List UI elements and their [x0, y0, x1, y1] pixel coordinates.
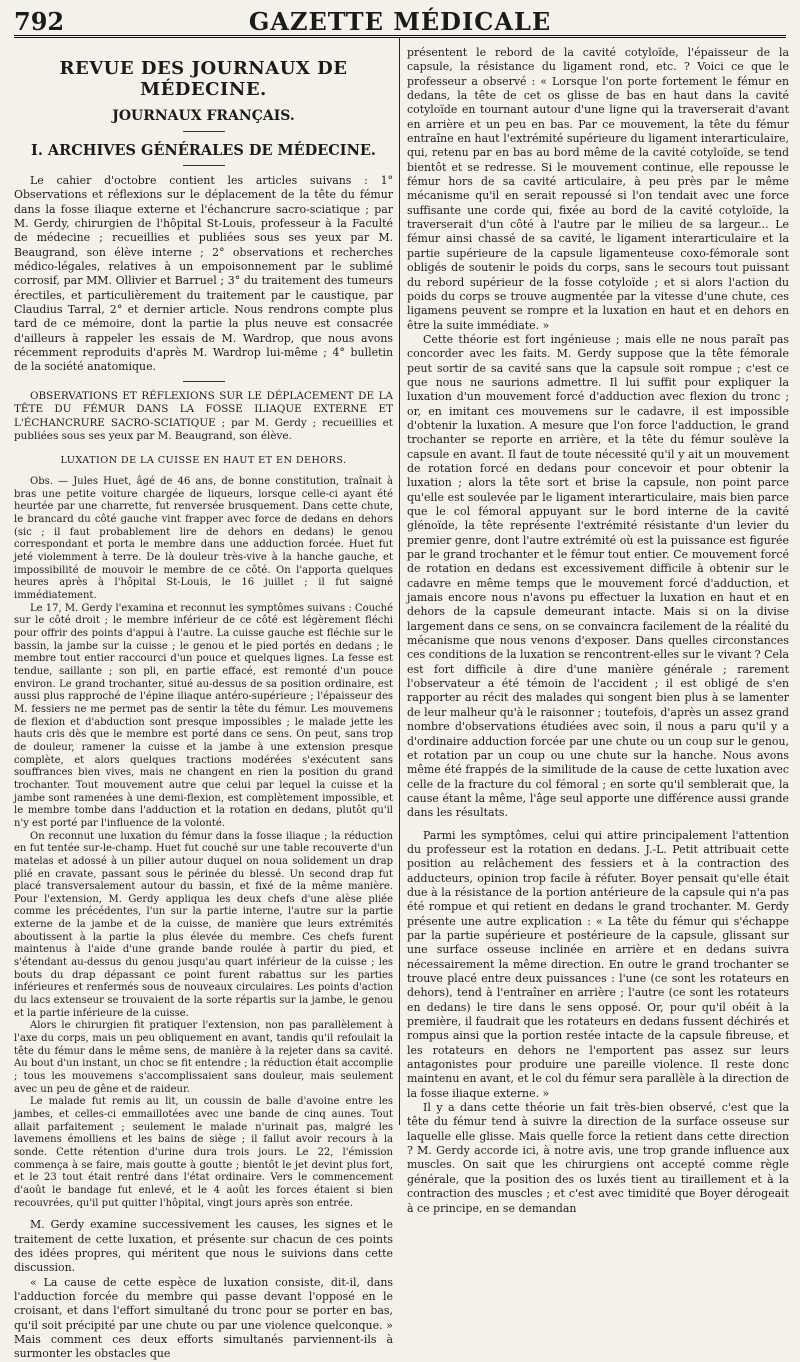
left-column: [14, 46, 393, 1361]
section-title: REVUE DES JOURNAUX DE MÉDECINE.: [59, 58, 348, 100]
page-header: [14, 4, 786, 38]
article-title: OBSERVATIONS ET RÉFLEXIONS SUR LE DÉPLACEMENT DE LA TÊTE DU FÉMUR DANS LA FOSSE ILIAQUE EXTERNE ET L'ÉCHANCRURE SACRO-SCIATIQUE ; par M. Gerdy ; recueillies et publiées sous ses yeux par M. Beaugrand, son élève.: [14, 389, 393, 443]
column-divider: [399, 38, 400, 1125]
page-number: 792: [14, 7, 65, 36]
observation-paragraph: Le malade fut remis au lit, un coussin de balle d'avoine entre les jambes, et celles-ci emmaillotées avec une bande de cinq aunes. Tout allait parfaitement ; seulement le malade n'urinait pas, malgré les lavemens émolliens et les bains de siège ; il fallut avoir recours à la sonde. Cette rétention d'urine dura trois jours. Le 22, l'émission commença à se faire, mais goutte à goutte ; bientôt le jet devint plus fort, et le 23 tout était rentré dans l'état ordinaire. Vers le commencement d'août le bandage fut enlevé, et le 4 août les forces étaient si bien recouvrées, qu'il put quitter l'hôpital, vingt jours après son entrée.: [14, 1096, 393, 1209]
masthead: GAZETTE MÉDICALE: [248, 7, 552, 36]
case-heading: LUXATION DE LA CUISSE EN HAUT ET EN DEHORS.: [60, 454, 347, 466]
body-paragraph: Il y a dans cette théorie un fait très-bien observé, c'est que la tête du fémur tend à suivre la direction de la surface osseuse sur laquelle elle glisse. Mais quelle force la retient dans cette direction ? M. Gerdy accorde ici, à notre avis, une trop grande influence aux muscles. On sait que les chirurgiens ont accepté comme règle générale, que la position des os luxés tient au tiraillement et à la contraction des muscles ; et c'est avec timidité que Boyer dérogeait à ce principe, en se demandan: [407, 1101, 789, 1215]
subsection-rule: [183, 165, 225, 166]
observation-paragraph: Le 17, M. Gerdy l'examina et reconnut les symptômes suivans : Couché sur le côté droit ; le membre inférieur de ce côté est légèrement fléchi pour offrir des points d'appui à l'autre. La cuisse gauche est fléchie sur le bassin, la jambe sur la cuisse ; le genou et le pied portés en dedans ; le membre tout entier raccourci d'un pouce et quelques lignes. La fesse est tendue, saillante ; son pli, en partie effacé, est remonté d'un pouce environ. Le grand trochanter, situé au-dessus de sa position ordinaire, est aussi plus rapproché de l'épine iliaque antéro-supérieure ; l'épaisseur des M. fessiers ne me permet pas de sentir la tête du fémur. Les mouvemens de flexion et d'abduction sont presque impossibles ; le malade jette les hauts cris dès que le membre est porté dans ce sens. On peut, sans trop de douleur, ramener la cuisse et la jambe à une extension presque complète, et alors quelques tractions modérées s'exécutent sans souffrances bien vives, mais ne changent en rien la position du grand trochanter. Tout mouvement autre que celui par lequel la cuisse et la jambe sont ramenées à une demi-flexion, est complètement impossible, et le membre tombe dans l'adduction et la rotation en dedans, plutôt qu'il n'y est porté par l'influence de la volonté.: [14, 602, 393, 829]
subsection-title: I. ARCHIVES GÉNÉRALES DE MÉDECINE.: [31, 142, 376, 159]
observation-paragraph: Obs. — Jules Huet, âgé de 46 ans, de bonne constitution, traînait à bras une petite voiture chargée de liqueurs, lorsque celle-ci ayant été heurtée par une charrette, fut renversée brusquement. Dans cette chute, le brancard du côté gauche vint frapper avec force de dedans en dehors (sic ; il faut probablement lire de dehors en dedans) le genou correspondant et porta le membre dans une adduction forcée. Huet fut jeté violemment à terre. De là douleur très-vive à la hanche gauche, et impossibilité de mouvoir le membre de ce côté. On l'apporta quelques heures après à l'hôpital St-Louis, le 16 juillet ; il fut saigné immédiatement.: [14, 476, 393, 602]
observation-paragraph: On reconnut une luxation du fémur dans la fosse iliaque ; la réduction en fut tentée sur-le-champ. Huet fut couché sur une table recouverte d'un matelas et adossé à un pilier autour duquel on noua solidement un drap plié en cravate, passant sous le périnée du blessé. Un second drap fut placé transversalement autour du bassin, et fixé de la même manière. Pour l'extension, M. Gerdy appliqua les deux chefs d'une alèse pliée comme les précédentes, l'un sur la partie interne, l'autre sur la partie externe de la jambe et de la cuisse, de manière que leurs extrémités aboutissent à la partie la plus élevée du membre. Ces chefs furent maintenus à l'aide d'une grande bande roulée à partir du pied, et s'étendant au-dessus du genou jusqu'au quart inférieur de la cuisse ; les bouts du drap dépassant ce point furent rabattus sur les parties inférieures et renfermés sous de nouveaux circulaires. Les points d'action du lacs extenseur se trouvaient de la sorte répartis sur la jambe, le genou et la partie inférieure de la cuisse.: [14, 830, 393, 1019]
commentary-paragraph: M. Gerdy examine successivement les causes, les signes et le traitement de cette luxation, et présente sur chacun de ces points des idées propres, qui méritent que nous le suivions dans cette discussion.: [14, 1218, 393, 1275]
title-rule: [183, 131, 225, 132]
section-subtitle: JOURNAUX FRANÇAIS.: [112, 108, 295, 124]
body-paragraph: présentent le rebord de la cavité cotyloïde, l'épaisseur de la capsule, la résistance du ligament rond, etc. ? Voici ce que le professeur a observé : « Lorsque l'on porte fortement le fémur en dedans, la tête de cet os glisse de bas en haut dans la cavité cotyloïde en tournant autour d'une ligne qui la traverserait d'avant en arrière et un peu en bas. Par ce mouvement, la tête du fémur entraîne en haut l'extrémité supérieure du ligament interarticulaire, qui, retenu par en bas au bord même de la cavité cotyloïde, se tend bientôt et se redresse. Si le mouvement continue, elle repousse le fémur hors de sa cavité articulaire, à peu près par le même mécanisme qu'il en serait repoussé si l'on tendait avec une force suffisante une corde qui, fixée au bord de la cavité cotyloïde, la traverserait d'un côté à l'autre par le milieu de sa largeur... Le fémur ainsi chassé de sa cavité, le ligament interarticulaire et la partie supérieure de la capsule ligamenteuse coxo-fémorale sont obligés de soutenir le poids du corps, sans le secours tout puissant du rebord supérieur de la fosse cotyloïde ; et si alors l'action du poids du corps se trouve augmentée par la vitesse d'une chute, ces ligamens peuvent se rompre et la luxation en haut et en dehors en être la suite immédiate. »: [407, 46, 789, 332]
commentary-paragraph: « La cause de cette espèce de luxation consiste, dit-il, dans l'adduction forcée du membre qui passe devant l'opposé en le croisant, et dans l'effort simultané du tronc pour se porter en bas, qu'il soit précipité par une chute ou par une violence quelconque. » Mais comment ces deux efforts simultanés parviennent-ils à surmonter les obstacles que: [14, 1275, 393, 1361]
right-column: [407, 46, 789, 1215]
observation-paragraph: Alors le chirurgien fit pratiquer l'extension, non pas parallèlement à l'axe du corps, mais un peu obliquement en avant, tandis qu'il refoulait la tête du fémur dans le même sens, de manière à la rejeter dans sa cavité. Au bout d'un instant, un choc se fit entendre ; la réduction était accomplie ; tous les mouvemens s'accomplissaient sans douleur, mais seulement avec un peu de gêne et de raideur.: [14, 1020, 393, 1095]
intro-paragraph: Le cahier d'octobre contient les articles suivans : 1° Observations et réflexions sur le déplacement de la tête du fémur dans la fosse iliaque externe et l'échancrure sacro-sciatique ; par M. Gerdy, chirurgien de l'hôpital St-Louis, professeur à la Faculté de médecine ; recueillies et publiées sous ses yeux par M. Beaugrand, son élève interne ; 2° observations et recherches médico-légales, relatives à un empoisonnement par le sublimé corrosif, par MM. Ollivier et Barruel ; 3° du traitement des tumeurs érectiles, et particulièrement du traitement par le caustique, par Claudius Tarral, 2° et dernier article. Nous rendrons compte plus tard de ce mémoire, dont la partie la plus neuve est consacrée d'ailleurs à rappeler les essais de M. Wardrop, que nous avons récemment reproduits d'après M. Wardrop lui-même ; 4° bulletin de la société anatomique.: [14, 174, 393, 374]
body-paragraph: Cette théorie est fort ingénieuse ; mais elle ne nous paraît pas concorder avec les faits. M. Gerdy suppose que la tête fémorale peut sortir de sa cavité sans que la capsule soit rompue ; c'est ce que nous ne saurions admettre. Il lui suffit pour expliquer la luxation d'un mouvement forcé d'adduction avec flexion du tronc ; or, en imitant ces mouvemens sur le cadavre, il est impossible d'obtenir la luxation. A mesure que l'on force l'adduction, le grand trochanter se reporte en arrière, et la tête du fémur soulève la capsule en avant. Il faut de toute nécessité qu'il y ait un mouvement de rotation forcé en dedans pour concevoir et pour obtenir la luxation ; alors la tête sort et brise la capsule, non point parce qu'elle est soulevée par le ligament interarticulaire, mais bien parce que le col fémoral appuyant sur le bord interne de la cavité glénoïde, la tête représente l'extrémité résistante d'un levier du premier genre, dont l'autre extrémité où est la puissance est figurée par le grand trochanter et le fémur tout entier. Ce mouvement forcé de rotation en dedans est excessivement difficile à obtenir sur le cadavre en même temps que le mouvement forcé d'adduction, et jamais encore nous n'avons pu effectuer la luxation en haut et en dehors de la capsule demeurant intacte. Mais si on la divise largement dans ce sens, on se convaincra facilement de la réalité du mécanisme que nous venons d'exposer. Dans quelles circonstances ces conditions de la luxation se rencontrent-elles sur le vivant ? Cela est fort difficile à dire d'une manière générale ; rarement l'observateur a été témoin de l'accident ; il est obligé de s'en rapporter au récit des malades qui songent bien plus à se lamenter de leur malheur qu'à le raisonner ; toutefois, d'après un assez grand nombre d'observations étudiées avec soin, il nous a paru qu'il y a d'ordinaire adduction forcée par une chute ou un coup sur le genou, et rotation par un coup ou une chute sur la hanche. Nous avons même été frappés de la similitude de la cause de cette luxation avec celle de la fracture du col fémoral ; en sorte qu'il semblerait que, la cause étant la même, l'âge seul apporte une différence aussi grande dans les résultats.: [407, 332, 789, 820]
intro-rule: [183, 381, 225, 382]
body-paragraph: Parmi les symptômes, celui qui attire principalement l'attention du professeur est la rotation en dedans. J.-L. Petit attribuait cette position au relâchement des fessiers et à la contraction des adducteurs, opinion trop facile à réfuter. Boyer pensait qu'elle était due à la résistance de la portion antérieure de la capsule qui n'a pas été rompue et qui retient en dedans le grand trochanter. M. Gerdy présente une autre explication : « La tête du fémur qui s'échappe par la partie supérieure et postérieure de la capsule, glissant sur une surface osseuse inclinée en arrière et en dedans suivra nécessairement la même direction. En outre le grand trochanter se trouve placé entre deux puissances : l'une (ce sont les rotateurs en dehors), tend à l'entraîner en arrière ; l'autre (ce sont les rotateurs en dedans) le tire dans le sens opposé. Or, pour qu'il obéit à la première, il faudrait que les rotateurs en dedans fussent déchirés et rompus ainsi que la portion restée intacte de la capsule fibreuse, et les rotateurs en dehors ne l'emportent pas assez sur leurs antagonistes pour produire une pareille violence. Il reste donc maintenu en avant, et le col du fémur sera parallèle à la direction de la fosse iliaque externe. »: [407, 828, 789, 1100]
